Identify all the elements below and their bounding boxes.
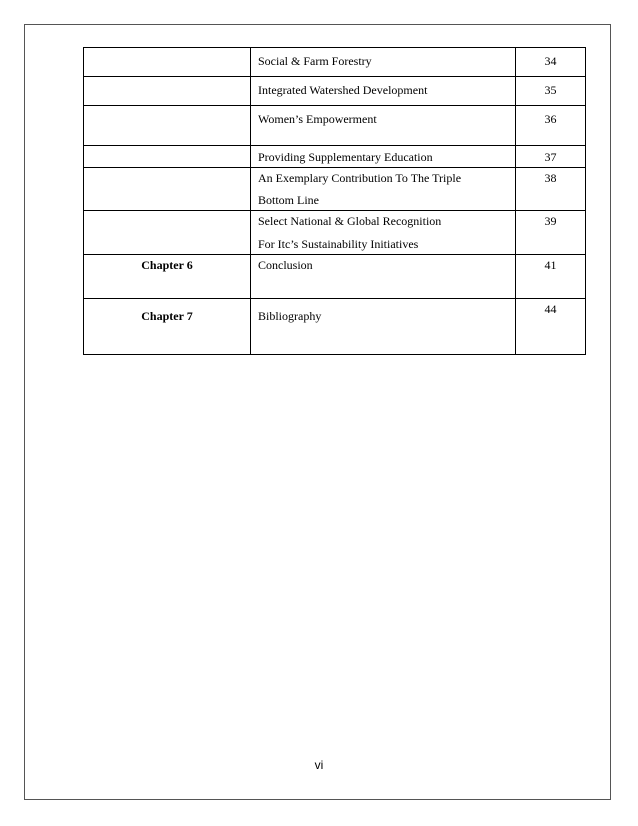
chapter-cell xyxy=(84,146,251,168)
section-title-cell xyxy=(251,77,516,106)
page-ref-cell xyxy=(516,48,586,77)
chapter-cell xyxy=(84,299,251,355)
page-ref: 34 xyxy=(544,54,557,68)
page-ref-cell xyxy=(516,211,586,255)
chapter-cell xyxy=(84,106,251,146)
table-row xyxy=(84,146,586,168)
section-title: Integrated Watershed Development xyxy=(258,83,428,97)
page-ref-cell xyxy=(516,299,586,355)
section-title-cell xyxy=(251,106,516,146)
table-row xyxy=(84,211,586,255)
section-title-cell xyxy=(251,48,516,77)
page-ref: 44 xyxy=(544,302,557,316)
page-ref-cell xyxy=(516,106,586,146)
page-ref-cell xyxy=(516,146,586,168)
table-row xyxy=(84,168,586,211)
table-row xyxy=(84,255,586,299)
page-ref-cell xyxy=(516,255,586,299)
chapter-label: Chapter 7 xyxy=(141,309,193,323)
page-ref: 39 xyxy=(544,214,557,228)
chapter-cell xyxy=(84,211,251,255)
table-row xyxy=(84,77,586,106)
section-title-cell xyxy=(251,255,516,299)
section-title-cell xyxy=(251,299,516,355)
chapter-cell xyxy=(84,77,251,106)
section-title-line: An Exemplary Contribution To The Triple xyxy=(258,171,462,185)
table-of-contents xyxy=(83,47,586,355)
page-ref: 36 xyxy=(544,112,557,126)
section-title-line: Select National & Global Recognition xyxy=(258,214,442,228)
section-title-cell xyxy=(251,211,516,255)
page-ref: 37 xyxy=(544,150,557,164)
section-title: Women’s Empowerment xyxy=(258,112,377,126)
chapter-cell xyxy=(84,255,251,299)
page-ref: 35 xyxy=(544,83,557,97)
chapter-label: Chapter 6 xyxy=(141,258,193,272)
table-row xyxy=(84,48,586,77)
page-ref: 41 xyxy=(544,258,557,272)
page-ref-cell xyxy=(516,77,586,106)
section-title-cell xyxy=(251,168,516,211)
chapter-cell xyxy=(84,48,251,77)
section-title: Social & Farm Forestry xyxy=(258,54,372,68)
section-title: Bibliography xyxy=(258,309,322,323)
page-number: vi xyxy=(314,758,324,772)
section-title-line: For Itc’s Sustainability Initiatives xyxy=(258,237,419,251)
page-ref-cell xyxy=(516,168,586,211)
section-title-cell xyxy=(251,146,516,168)
table-row xyxy=(84,106,586,146)
table-row xyxy=(84,299,586,355)
page-ref: 38 xyxy=(544,171,557,185)
section-title: Conclusion xyxy=(258,258,313,272)
chapter-cell xyxy=(84,168,251,211)
section-title: Providing Supplementary Education xyxy=(258,150,433,164)
section-title-line: Bottom Line xyxy=(258,193,319,207)
